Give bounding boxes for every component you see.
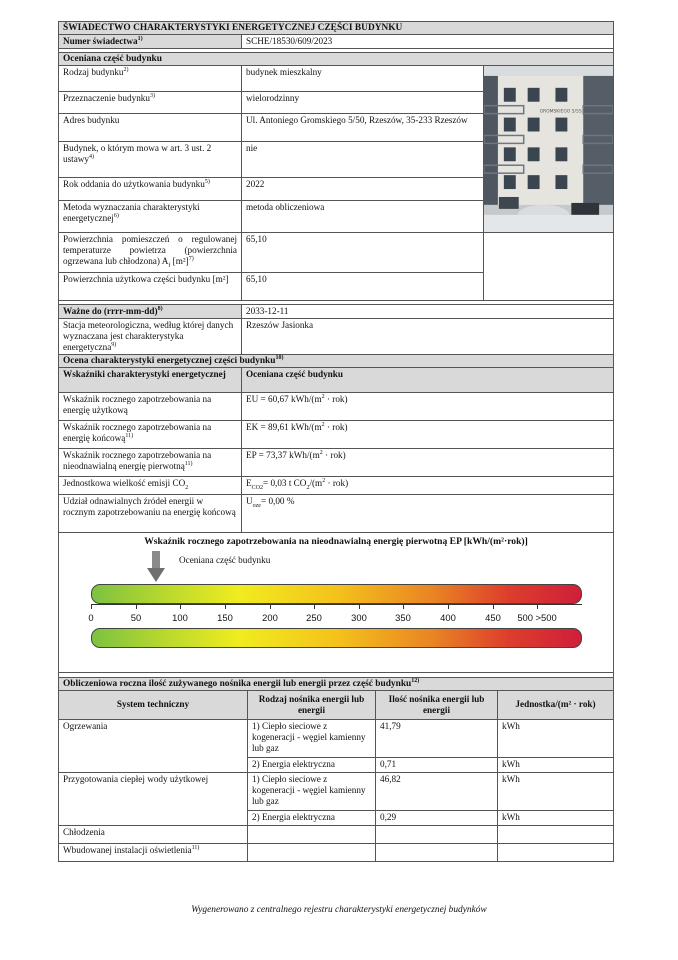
table-cell: 41,79 [376, 719, 498, 757]
eu-label: Wskaźnik rocznego zapotrzebowania na energię użytkową [59, 392, 242, 420]
co2-label: Jednostkowa wielkość emisji $CO_2$ [59, 476, 242, 494]
building-type-label: Rodzaj budynku$^{2)}$ [59, 66, 242, 92]
table-cell: 46,82 [376, 772, 498, 810]
marker-label: Oceniana część budynku [179, 554, 271, 565]
system-cooling: Chłodzenia [59, 825, 248, 843]
section-assessed-part: Oceniana część budynku [58, 52, 614, 66]
building-purpose-value: wielorodzinny [242, 91, 484, 113]
ek-value: EK = 89,61 kWh/$(m^2 \cdot rok)$ [242, 420, 614, 448]
indicators-table [58, 367, 614, 533]
section-energy-consumption: Obliczeniowa roczna ilość zużywanego nośnika energii lub energii przez część budynku$^{12)}$ [58, 677, 614, 691]
heated-area-label: Powierzchnia pomieszczeń o regulowanej temperaturze powietrza (powierzchnia ogrzewana lub chłodzona) $A_f$ $[m^2]^{7)}$ [59, 232, 242, 272]
footer-note: Wygenerowano z centralnego rejestru charakterystyki energetycznej budynków [191, 905, 487, 915]
ep-scale-axis [88, 604, 582, 628]
station-label: Stacja meteorologiczna, według której danych wyznaczana jest charakterystyka energetyczna$^{9)}$ [59, 318, 242, 354]
scale-tick [225, 604, 226, 609]
scale-tick [537, 604, 538, 609]
oze-value: $U_{oze}= 0,00$ % [242, 494, 614, 532]
table-cell: kWh [498, 810, 614, 825]
valid-until-label: Ważne do (rrrr-mm-dd)$^{8)}$ [59, 304, 242, 318]
assessed-col-header: Oceniana część budynku [242, 367, 614, 392]
address-value: Ul. Antoniego Gromskiego 5/50, Rzeszów, 35-233 Rzeszów [242, 114, 484, 142]
table-cell [376, 825, 498, 843]
building-type-value: budynek mieszkalny [242, 66, 484, 92]
scale-tick [403, 604, 404, 609]
col-carrier: Rodzaj nośnika energii lub energii [248, 690, 376, 719]
table-cell: 0,29 [376, 810, 498, 825]
certificate-sheet [58, 21, 614, 862]
table-cell: 0,71 [376, 757, 498, 772]
scale-tick [314, 604, 315, 609]
svg-text:GROMSKIEGO 5/55: GROMSKIEGO 5/55 [539, 109, 582, 115]
table-cell [498, 843, 614, 861]
oze-label: Udział odnawialnych źródeł energii w rocznym zapotrzebowaniu na energię końcową [59, 494, 242, 532]
table-cell: kWh [498, 757, 614, 772]
scale-tick [359, 604, 360, 609]
scale-tick-label: 400 [440, 611, 456, 623]
table-cell: kWh [498, 772, 614, 810]
table-cell: 2) Energia elektryczna [248, 757, 376, 772]
cert-number-value: SCHE/18530/609/2023 [242, 35, 614, 49]
validity-table [58, 304, 614, 355]
scale-tick-label: 200 [262, 611, 278, 623]
scale-tick-label: 500 >500 [517, 611, 557, 623]
photo-blank [484, 232, 614, 300]
cert-number-label: Numer świadectwa$^{1)}$ [59, 35, 242, 49]
section-energy-assessment: Ocena charakterystyki energetycznej części budynku$^{10)}$ [58, 354, 614, 368]
col-unit: Jednostka/(m² · rok) [498, 690, 614, 719]
scale-tick [180, 604, 181, 609]
scale-tick [270, 604, 271, 609]
method-label: Metoda wyznaczania charakterystyki energetycznej$^{6)}$ [59, 200, 242, 232]
scale-tick-label: 300 [351, 611, 367, 623]
scale-tick-label: 100 [172, 611, 188, 623]
usable-area-value: 65,10 [242, 272, 484, 300]
ep-chart [58, 532, 614, 673]
art3-value: nie [242, 142, 484, 177]
document-title: ŚWIADECTWO CHARAKTERYSTYKI ENERGETYCZNEJ CZĘŚCI BUDYNKU [58, 21, 614, 35]
ep-label: Wskaźnik rocznego zapotrzebowania na nieodnawialną energię pierwotną$^{11)}$ [59, 448, 242, 476]
heated-area-value: 65,10 [242, 232, 484, 272]
scale-tick-label: 450 [485, 611, 501, 623]
table-cell: 1) Ciepło sieciowe z kogeneracji - węgiel kamienny lub gaz [248, 719, 376, 757]
scale-tick-label: 250 [306, 611, 322, 623]
chart-title: Wskaźnik rocznego zapotrzebowania na nieodnawialną energię pierwotną EP [kWh/(m²·rok)] [144, 535, 528, 547]
col-system: System techniczny [59, 690, 248, 719]
scale-tick-label: 0 [88, 611, 94, 623]
year-value: 2022 [242, 177, 484, 200]
scale-tick [493, 604, 494, 609]
system-heating: Ogrzewania [59, 719, 248, 772]
scale-tick [136, 604, 137, 609]
axis-line [91, 604, 582, 605]
table-cell: kWh [498, 719, 614, 757]
consumption-table [58, 690, 614, 862]
valid-until-value: 2033-12-11 [242, 304, 614, 318]
scale-tick-label: 150 [217, 611, 233, 623]
table-cell [248, 843, 376, 861]
table-cell: 1) Ciepło sieciowe z kogeneracji - węgiel kamienny lub gaz [248, 772, 376, 810]
building-info-table [58, 65, 614, 301]
scale-bar-bottom [91, 628, 582, 648]
indicators-col-header: Wskaźniki charakterystyki energetycznej [59, 367, 242, 392]
eu-value: EU = 60,67 kWh/$(m^2 \cdot rok)$ [242, 392, 614, 420]
scale-tick [448, 604, 449, 609]
building-purpose-label: Przeznaczenie budynku$^{3)}$ [59, 91, 242, 113]
art3-label: Budynek, o którym mowa w art. 3 ust. 2 ustawy$^{4)}$ [59, 142, 242, 177]
system-hot-water: Przygotowania ciepłej wody użytkowej [59, 772, 248, 825]
scale-tick [91, 604, 92, 609]
table-cell [248, 825, 376, 843]
table-cell: 2) Energia elektryczna [248, 810, 376, 825]
address-label: Adres budynku [59, 114, 242, 142]
co2-value: $E_{CO2}= 0,03$ t $CO_2/(m^2 \cdot rok)$ [242, 476, 614, 494]
year-label: Rok oddania do użytkowania budynku$^{5)}$ [59, 177, 242, 200]
scale-bar-top [91, 584, 582, 604]
usable-area-label: Powierzchnia użytkowa części budynku [m²] [59, 272, 242, 300]
cert-number-table [58, 34, 614, 49]
scale-tick-label: 50 [130, 611, 142, 623]
ek-label: Wskaźnik rocznego zapotrzebowania na energię końcową$^{11)}$ [59, 420, 242, 448]
col-amount: Ilość nośnika energii lub energii [376, 690, 498, 719]
system-lighting: Wbudowanej instalacji oświetlenia$^{11)}$ [59, 843, 248, 861]
scale-tick-label: 350 [395, 611, 411, 623]
method-value: metoda obliczeniowa [242, 200, 484, 232]
table-cell [376, 843, 498, 861]
ep-marker-arrow-icon [147, 551, 165, 583]
building-photo [484, 66, 614, 233]
ep-value: EP = 73,37 kWh/$(m^2 \cdot rok)$ [242, 448, 614, 476]
table-cell [498, 825, 614, 843]
station-value: Rzeszów Jasionka [242, 318, 614, 354]
